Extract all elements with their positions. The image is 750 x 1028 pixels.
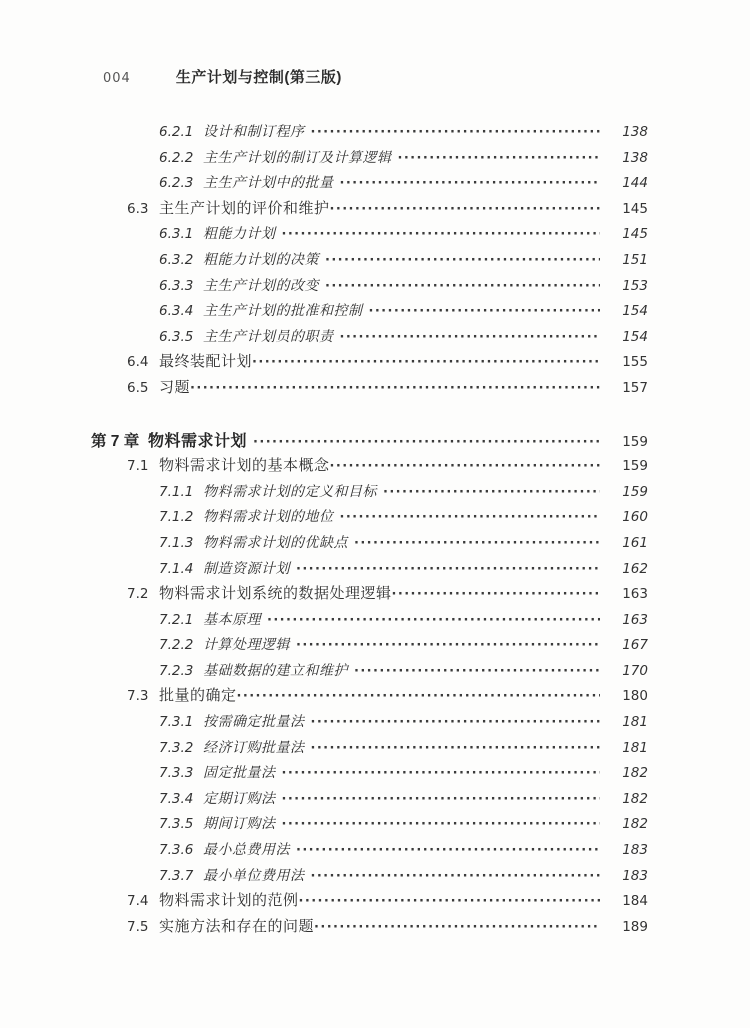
toc-entry-number: 6.5 xyxy=(127,379,149,396)
dot-leader xyxy=(190,376,600,402)
toc-entry-page: 144 xyxy=(622,175,648,192)
dot-leader xyxy=(296,633,600,659)
toc-entry-title: 设计和制订程序 xyxy=(203,125,305,140)
toc-entry-title: 主生产计划的评价和维护 xyxy=(159,200,330,217)
toc-entry-number: 7.5 xyxy=(127,918,149,935)
toc-entry-title: 期间订购法 xyxy=(203,817,276,833)
toc-entry-page: 153 xyxy=(622,277,648,294)
toc-entry-number: 6.2.1 xyxy=(159,124,194,140)
toc-entry-number: 6.2.3 xyxy=(159,175,194,192)
dot-leader xyxy=(311,710,601,736)
toc-entry-title: 制造资源计划 xyxy=(203,561,290,577)
dot-leader xyxy=(282,812,601,838)
dot-leader xyxy=(325,248,600,274)
toc-entry-title: 物料需求计划系统的数据处理逻辑 xyxy=(159,586,392,603)
toc-entry-title: 主生产计划的制订及计算逻辑 xyxy=(203,150,392,166)
toc-entry xyxy=(0,761,648,787)
toc-entry-number: 7.2.1 xyxy=(159,611,194,628)
toc-entry-page: 138 xyxy=(622,124,648,140)
toc-entry-title: 定期订购法 xyxy=(203,791,276,807)
dot-leader xyxy=(237,684,600,710)
toc-entry-title: 主生产计划员的职责 xyxy=(203,329,334,345)
toc-entry-number: 7.3.4 xyxy=(159,790,194,807)
dot-leader xyxy=(267,608,600,634)
toc-entry xyxy=(0,454,648,480)
toc-entry-number: 7.2 xyxy=(127,586,149,603)
toc-entry xyxy=(0,171,648,197)
toc-entry-number: 6.3.2 xyxy=(159,251,194,268)
toc-entry-number: 7.3.3 xyxy=(159,765,194,782)
toc-entry xyxy=(0,608,648,634)
toc-entry xyxy=(0,582,648,608)
toc-entry-page: 151 xyxy=(622,251,648,268)
toc-entry-page: 159 xyxy=(622,483,648,500)
toc-entry-page: 159 xyxy=(622,433,648,450)
dot-leader xyxy=(311,736,601,762)
toc-entry-number: 7.1.4 xyxy=(159,560,194,577)
toc-entry xyxy=(0,299,648,325)
toc-entry-page: 162 xyxy=(622,560,648,577)
dot-leader xyxy=(330,197,600,223)
toc-entry-page: 180 xyxy=(622,688,648,705)
toc-entry-title: 基础数据的建立和维护 xyxy=(203,663,348,679)
toc-entry-page: 145 xyxy=(622,200,648,217)
dot-leader xyxy=(296,557,600,583)
toc-entry-page: 159 xyxy=(622,458,648,475)
toc-entry xyxy=(0,531,648,557)
toc-entry-title: 物料需求计划的范例 xyxy=(159,893,299,910)
toc-entry-number: 6.3.3 xyxy=(159,277,194,294)
dot-leader xyxy=(392,582,600,608)
toc-entry-number: 6.3 xyxy=(127,200,149,217)
toc-entry xyxy=(0,736,648,762)
dot-leader xyxy=(340,325,601,351)
toc-entry-title: 物料需求计划 xyxy=(148,432,248,450)
toc-entry-title: 经济订购批量法 xyxy=(203,740,305,756)
dot-leader xyxy=(299,889,600,915)
toc-entry-title: 物料需求计划的定义和目标 xyxy=(203,484,377,500)
dot-leader xyxy=(340,171,601,197)
toc-entry-number: 第 7 章 xyxy=(91,432,140,450)
book-title: 生产计划与控制(第三版) xyxy=(175,69,342,86)
dot-leader xyxy=(253,430,600,456)
toc-entry-number: 6.3.1 xyxy=(159,226,194,243)
toc-entry xyxy=(0,684,648,710)
toc-entry-number: 7.1.3 xyxy=(159,534,194,551)
toc-entry-number: 7.1.1 xyxy=(159,483,194,500)
toc-entry-title: 最小单位费用法 xyxy=(203,868,305,884)
toc-entry-page: 161 xyxy=(622,534,648,551)
toc-entry-title: 批量的确定 xyxy=(159,688,237,705)
toc-entry xyxy=(0,505,648,531)
toc-entry xyxy=(0,120,648,146)
toc-entry-number: 7.2.2 xyxy=(159,637,194,654)
dot-leader xyxy=(383,480,600,506)
toc-entry xyxy=(0,838,648,864)
toc-entry-page: 157 xyxy=(622,379,648,396)
dot-leader xyxy=(354,659,600,685)
toc-entry-number: 7.3.2 xyxy=(159,739,194,756)
toc-entry xyxy=(0,222,648,248)
toc-entry-number: 7.3.5 xyxy=(159,816,194,833)
toc-entry-number: 7.4 xyxy=(127,893,149,910)
toc-entry-title: 最终装配计划 xyxy=(159,354,253,371)
table-of-contents xyxy=(0,120,750,940)
toc-entry-number: 7.1.2 xyxy=(159,509,194,526)
toc-entry xyxy=(0,812,648,838)
toc-entry xyxy=(0,633,648,659)
toc-entry xyxy=(0,248,648,274)
toc-entry-page: 145 xyxy=(622,226,648,243)
dot-leader xyxy=(311,864,601,890)
dot-leader xyxy=(282,222,601,248)
toc-entry-number: 6.2.2 xyxy=(159,149,194,166)
dot-leader xyxy=(311,120,601,146)
toc-entry-title: 习题 xyxy=(159,379,191,396)
toc-entry-page: 170 xyxy=(622,662,648,679)
toc-entry-page: 167 xyxy=(622,637,648,654)
dot-leader xyxy=(369,299,601,325)
toc-entry xyxy=(0,197,648,223)
toc-entry-page: 160 xyxy=(622,509,648,526)
toc-entry-title: 实施方法和存在的问题 xyxy=(159,918,315,935)
toc-entry xyxy=(0,146,648,172)
toc-entry-page: 155 xyxy=(622,354,648,371)
toc-entry-page: 138 xyxy=(622,149,648,166)
toc-entry xyxy=(0,480,648,506)
dot-leader xyxy=(354,531,600,557)
toc-entry xyxy=(0,557,648,583)
toc-entry xyxy=(0,889,648,915)
toc-entry-page: 154 xyxy=(622,303,648,320)
toc-entry-title: 粗能力计划 xyxy=(203,227,276,243)
toc-entry-page: 182 xyxy=(622,816,648,833)
toc-entry xyxy=(0,659,648,685)
toc-entry xyxy=(0,710,648,736)
toc-entry-page: 163 xyxy=(622,586,648,603)
toc-entry xyxy=(0,350,648,376)
dot-leader xyxy=(330,454,600,480)
dot-leader xyxy=(398,146,601,172)
toc-entry-title: 按需确定批量法 xyxy=(203,715,305,731)
toc-entry-title: 主生产计划的批准和控制 xyxy=(203,304,363,320)
page-folio: 004 xyxy=(103,71,131,86)
toc-entry xyxy=(0,376,648,402)
dot-leader xyxy=(314,915,600,941)
toc-entry-title: 物料需求计划的基本概念 xyxy=(159,458,330,475)
toc-entry-number: 7.2.3 xyxy=(159,662,194,679)
toc-entry xyxy=(0,915,648,941)
toc-entry-page: 154 xyxy=(622,328,648,345)
toc-entry-number: 6.3.5 xyxy=(159,328,194,345)
toc-entry-number: 7.3.1 xyxy=(159,714,194,731)
running-header xyxy=(103,66,648,87)
dot-leader xyxy=(325,274,600,300)
toc-entry-page: 181 xyxy=(622,714,648,731)
toc-entry-page: 183 xyxy=(622,842,648,859)
toc-entry-title: 最小总费用法 xyxy=(203,843,290,859)
toc-entry-page: 182 xyxy=(622,765,648,782)
toc-entry-page: 163 xyxy=(622,611,648,628)
toc-entry-page: 181 xyxy=(622,739,648,756)
toc-entry-page: 183 xyxy=(622,867,648,884)
toc-entry xyxy=(0,864,648,890)
toc-entry-title: 物料需求计划的优缺点 xyxy=(203,535,348,551)
dot-leader xyxy=(282,761,601,787)
toc-entry-number: 6.3.4 xyxy=(159,303,194,320)
toc-entry-number: 7.1 xyxy=(127,458,149,475)
toc-entry-number: 6.4 xyxy=(127,354,149,371)
toc-entry-title: 物料需求计划的地位 xyxy=(203,510,334,526)
toc-entry-number: 7.3.6 xyxy=(159,842,194,859)
toc-entry-title: 基本原理 xyxy=(203,612,261,628)
toc-entry xyxy=(0,429,648,455)
toc-entry xyxy=(0,274,648,300)
toc-entry xyxy=(0,787,648,813)
toc-entry-page: 189 xyxy=(622,918,648,935)
toc-entry xyxy=(0,325,648,351)
toc-entry-title: 固定批量法 xyxy=(203,766,276,782)
toc-entry-title: 计算处理逻辑 xyxy=(203,638,290,654)
toc-entry-title: 主生产计划的改变 xyxy=(203,278,319,294)
toc-entry-number: 7.3 xyxy=(127,688,149,705)
dot-leader xyxy=(296,838,600,864)
toc-entry-title: 粗能力计划的决策 xyxy=(203,252,319,268)
dot-leader xyxy=(282,787,601,813)
dot-leader xyxy=(340,505,601,531)
toc-entry-title: 主生产计划中的批量 xyxy=(203,176,334,192)
dot-leader xyxy=(252,350,600,376)
toc-entry-page: 182 xyxy=(622,790,648,807)
toc-entry-number: 7.3.7 xyxy=(159,867,194,884)
toc-entry-page: 184 xyxy=(622,893,648,910)
